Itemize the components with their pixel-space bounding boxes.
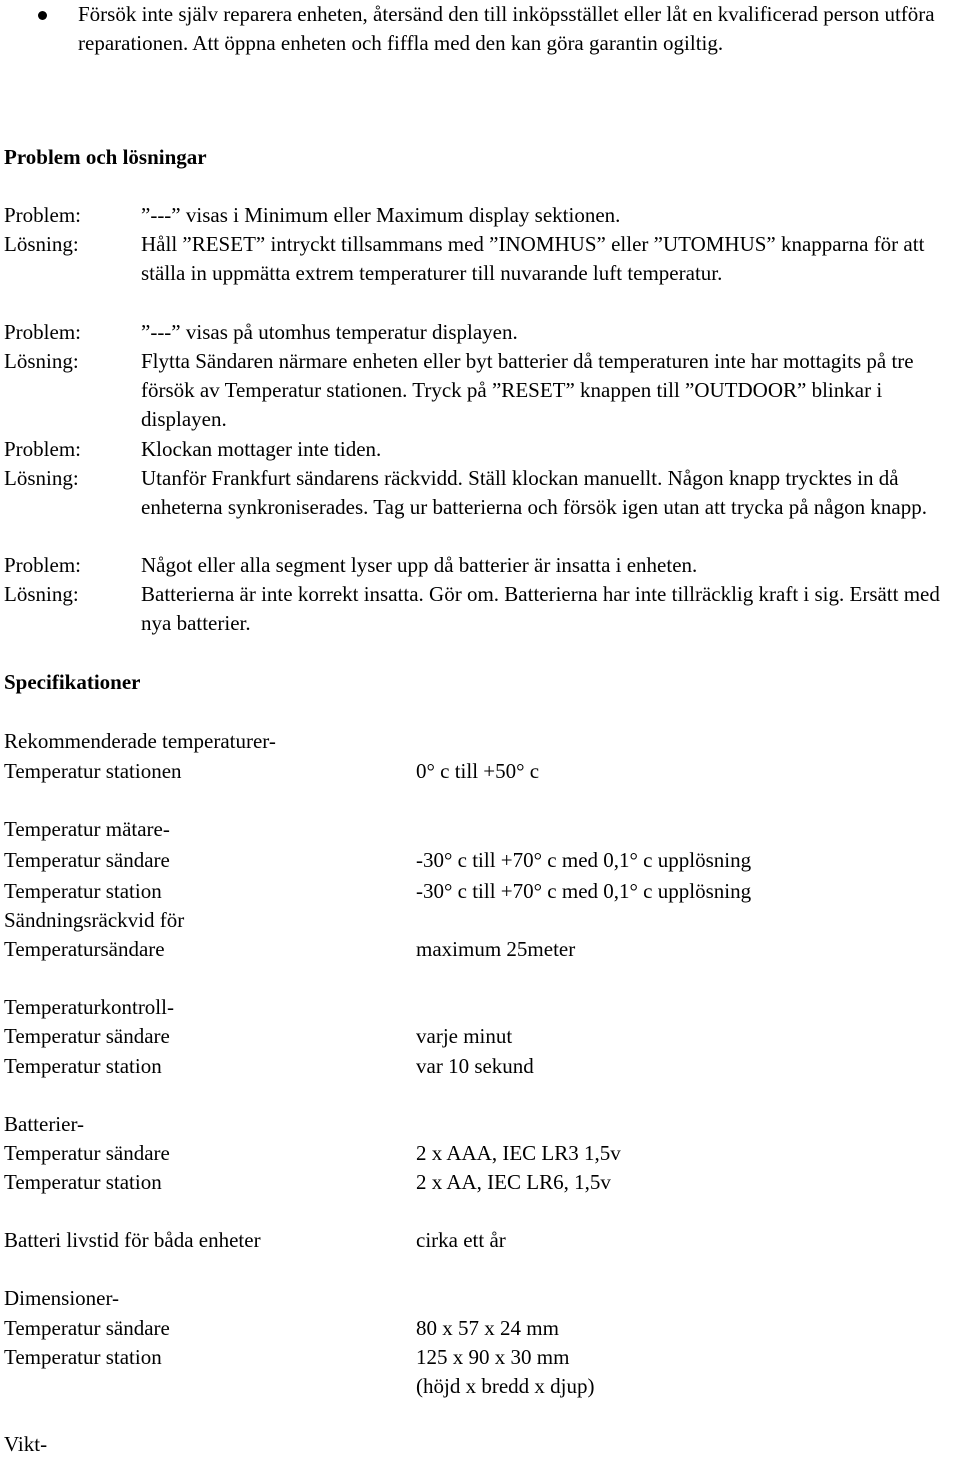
solution-label: Lösning: bbox=[4, 466, 79, 490]
spec-item-label: Temperatur station bbox=[4, 1170, 162, 1194]
solution-text: Flytta Sändaren närmare enheten eller byt batterier då temperaturen inte har mottagits på tre försök av Temperatur stationen. Tryck på ”RESET” knappen till ”OUTDOOR” blinkar i displayen. bbox=[141, 349, 914, 431]
spec-group-label: Temperatur mätare- bbox=[4, 817, 170, 841]
spec-item-value: 80 x 57 x 24 mm bbox=[416, 1316, 559, 1340]
spec-item-label: Temperatur sändare bbox=[4, 1141, 170, 1165]
solution-text: Utanför Frankfurt sändarens räckvidd. Ställ klockan manuellt. Någon knapp trycktes in då enheterna synkroniserades. Tag ur batterierna och försök igen utan att trycka på någon knapp. bbox=[141, 466, 927, 519]
problem-label: Problem: bbox=[4, 203, 81, 227]
spec-item-value: 2 x AA, IEC LR6, 1,5v bbox=[416, 1170, 611, 1194]
spec-group-label: Temperaturkontroll- bbox=[4, 995, 174, 1019]
spec-item-label: Temperatursändare bbox=[4, 937, 165, 961]
spec-item-label: Temperatur station bbox=[4, 1054, 162, 1078]
spec-item-label: Temperatur stationen bbox=[4, 759, 182, 783]
warning-text: Försök inte själv reparera enheten, återsänd den till inköpsstället eller låt en kvalificerad person utföra reparationen. Att öppna enheten och fiffla med den kan göra garantin ogiltig. bbox=[78, 2, 935, 55]
spec-item-label: Temperatur sändare bbox=[4, 848, 170, 872]
problem-text: ”---” visas i Minimum eller Maximum display sektionen. bbox=[141, 203, 621, 227]
problem-label: Problem: bbox=[4, 320, 81, 344]
spec-item-label: Temperatur sändare bbox=[4, 1024, 170, 1048]
problems-heading: Problem och lösningar bbox=[4, 145, 207, 169]
spec-item-value: maximum 25meter bbox=[416, 937, 576, 961]
spec-item-label: Temperatur station bbox=[4, 879, 162, 903]
spec-item-value: -30° c till +70° c med 0,1° c upplösning bbox=[416, 848, 752, 872]
spec-group-label: Rekommenderade temperaturer- bbox=[4, 729, 276, 753]
solution-label: Lösning: bbox=[4, 582, 79, 606]
spec-group-label: Batterier- bbox=[4, 1112, 85, 1136]
spec-item-note: (höjd x bredd x djup) bbox=[416, 1374, 595, 1398]
solution-text: Håll ”RESET” intryckt tillsammans med ”INOMHUS” eller ”UTOMHUS” knapparna för att ställa in uppmätta extrem temperaturer till nuvarande luft temperatur. bbox=[141, 232, 925, 285]
solution-label: Lösning: bbox=[4, 232, 79, 256]
spec-item-label: Batteri livstid för båda enheter bbox=[4, 1228, 261, 1252]
problem-text: Något eller alla segment lyser upp då batterier är insatta i enheten. bbox=[141, 553, 698, 577]
spec-item-value: 2 x AAA, IEC LR3 1,5v bbox=[416, 1141, 621, 1165]
spec-item-value: var 10 sekund bbox=[416, 1054, 534, 1078]
spec-group-label: Sändningsräckvid för bbox=[4, 908, 185, 932]
specs-heading: Specifikationer bbox=[4, 670, 141, 694]
bullet-dot-icon bbox=[38, 11, 47, 20]
spec-item-value: 0° c till +50° c bbox=[416, 759, 540, 783]
spec-item-value: cirka ett år bbox=[416, 1228, 506, 1252]
spec-item-value: varje minut bbox=[416, 1024, 513, 1048]
solution-text: Batterierna är inte korrekt insatta. Gör om. Batterierna har inte tillräcklig kraft i sig. Ersätt med nya batterier. bbox=[141, 582, 940, 635]
spec-group-label: Dimensioner- bbox=[4, 1286, 120, 1310]
solution-label: Lösning: bbox=[4, 349, 79, 373]
problem-label: Problem: bbox=[4, 553, 81, 577]
spec-item-label: Temperatur station bbox=[4, 1345, 162, 1369]
spec-item-value: -30° c till +70° c med 0,1° c upplösning bbox=[416, 879, 752, 903]
problem-label: Problem: bbox=[4, 437, 81, 461]
spec-group-label: Vikt- bbox=[4, 1432, 48, 1456]
spec-item-value: 125 x 90 x 30 mm bbox=[416, 1345, 570, 1369]
spec-item-label: Temperatur sändare bbox=[4, 1316, 170, 1340]
problem-text: ”---” visas på utomhus temperatur displayen. bbox=[141, 320, 518, 344]
problem-text: Klockan mottager inte tiden. bbox=[141, 437, 382, 461]
